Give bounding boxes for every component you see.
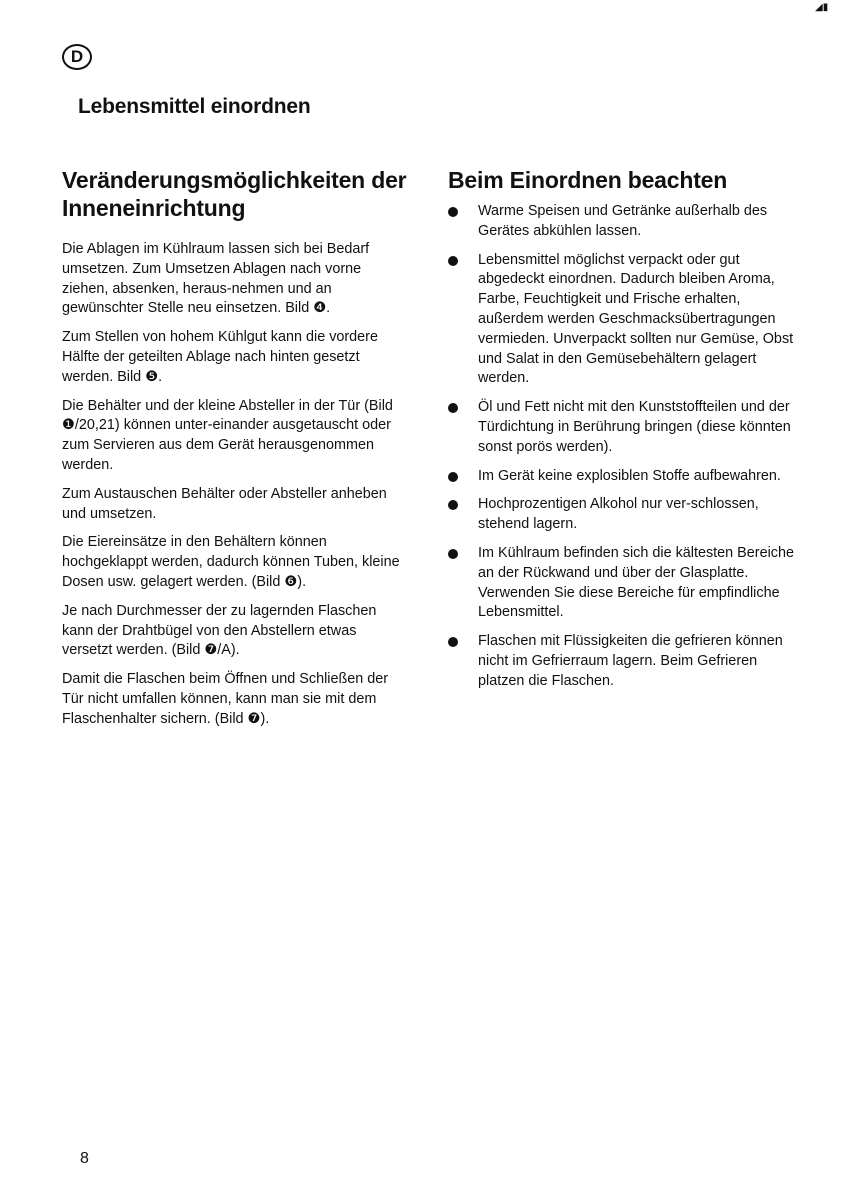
bullet-icon: [448, 256, 458, 266]
paragraph: Je nach Durchmesser der zu lagernden Flaschen kann der Drahtbügel von den Abstellern etwas versetzt werden. (Bild ❼/A).: [62, 602, 377, 659]
list-item: [446, 632, 798, 691]
bullet-icon: [448, 637, 458, 647]
left-column: [62, 166, 407, 739]
list-item-text: Hochprozentigen Alkohol nur ver-schlossen, stehend lagern.: [478, 496, 759, 533]
country-code-label: D: [70, 47, 84, 66]
right-column: [446, 166, 798, 701]
list-item-text: Im Gerät keine explosiblen Stoffe aufbewahren.: [478, 467, 781, 484]
list-item: [446, 202, 798, 242]
list-item-text: Lebensmittel möglichst verpackt oder gut abgedeckt einordnen. Dadurch bleiben Aroma, Farbe, Feuchtigkeit und Frische erhalten, außerdem werden Geschmacksübertragungen vermieden. Unverpackt sollten nur Gemüse, Obst und Salat in den Gemüsebehältern gelagert werden.: [478, 251, 794, 387]
list-item: [446, 398, 798, 457]
country-code-badge: [62, 44, 92, 70]
list-item-text: Flaschen mit Flüssigkeiten die gefrieren können nicht im Gefrierraum lagern. Beim Gefrieren platzen die Flaschen.: [478, 633, 783, 689]
paragraph: Damit die Flaschen beim Öffnen und Schließen der Tür nicht umfallen können, kann man sie mit dem Flaschenhalter sichern. (Bild ❼).: [62, 671, 389, 727]
bullet-icon: [448, 403, 458, 413]
page-number: 8: [80, 1150, 89, 1167]
bullet-list: [446, 202, 798, 692]
bullet-icon: [448, 549, 458, 559]
section-title: Lebensmittel einordnen: [78, 95, 311, 118]
list-item: [446, 467, 798, 487]
list-item: [446, 544, 798, 623]
list-item-text: Öl und Fett nicht mit den Kunststoffteilen und der Türdichtung in Berührung bringen (diese könnten sonst porös werden).: [478, 399, 791, 455]
paragraph: Die Ablagen im Kühlraum lassen sich bei Bedarf umsetzen. Zum Umsetzen Ablagen nach vorne ziehen, absenken, heraus-nehmen und an gewünschter Stelle neu einsetzen. Bild ❹.: [62, 241, 370, 317]
bullet-icon: [448, 207, 458, 217]
bullet-icon: [448, 472, 458, 482]
left-heading: Veränderungsmöglichkeiten der Inneneinrichtung: [62, 167, 407, 221]
paragraph: Zum Austauschen Behälter oder Absteller anheben und umsetzen.: [62, 485, 387, 522]
right-heading: Beim Einordnen beachten: [448, 167, 728, 193]
list-item: [446, 251, 798, 390]
list-item-text: Warme Speisen und Getränke außerhalb des Gerätes abkühlen lassen.: [478, 203, 768, 239]
bullet-icon: [448, 500, 458, 510]
paragraph: Zum Stellen von hohem Kühlgut kann die vordere Hälfte der geteilten Ablage nach hinten gesetzt werden. Bild ❺.: [62, 329, 378, 385]
corner-mark: ◢▮: [815, 2, 829, 13]
paragraph: Die Behälter und der kleine Absteller in der Tür (Bild ❶/20,21) können unter-einander ausgetauscht oder zum Servieren aus dem Gerät herausgenommen werden.: [62, 397, 393, 473]
list-item-text: Im Kühlraum befinden sich die kältesten Bereiche an der Rückwand und über der Glasplatte. Verwenden Sie diese Bereiche für empfindliche Lebensmittel.: [478, 544, 794, 621]
list-item: [446, 495, 798, 535]
paragraph: Die Eiereinsätze in den Behältern können hochgeklappt werden, dadurch können Tuben, kleine Dosen usw. gelagert werden. (Bild ❻).: [62, 534, 400, 590]
